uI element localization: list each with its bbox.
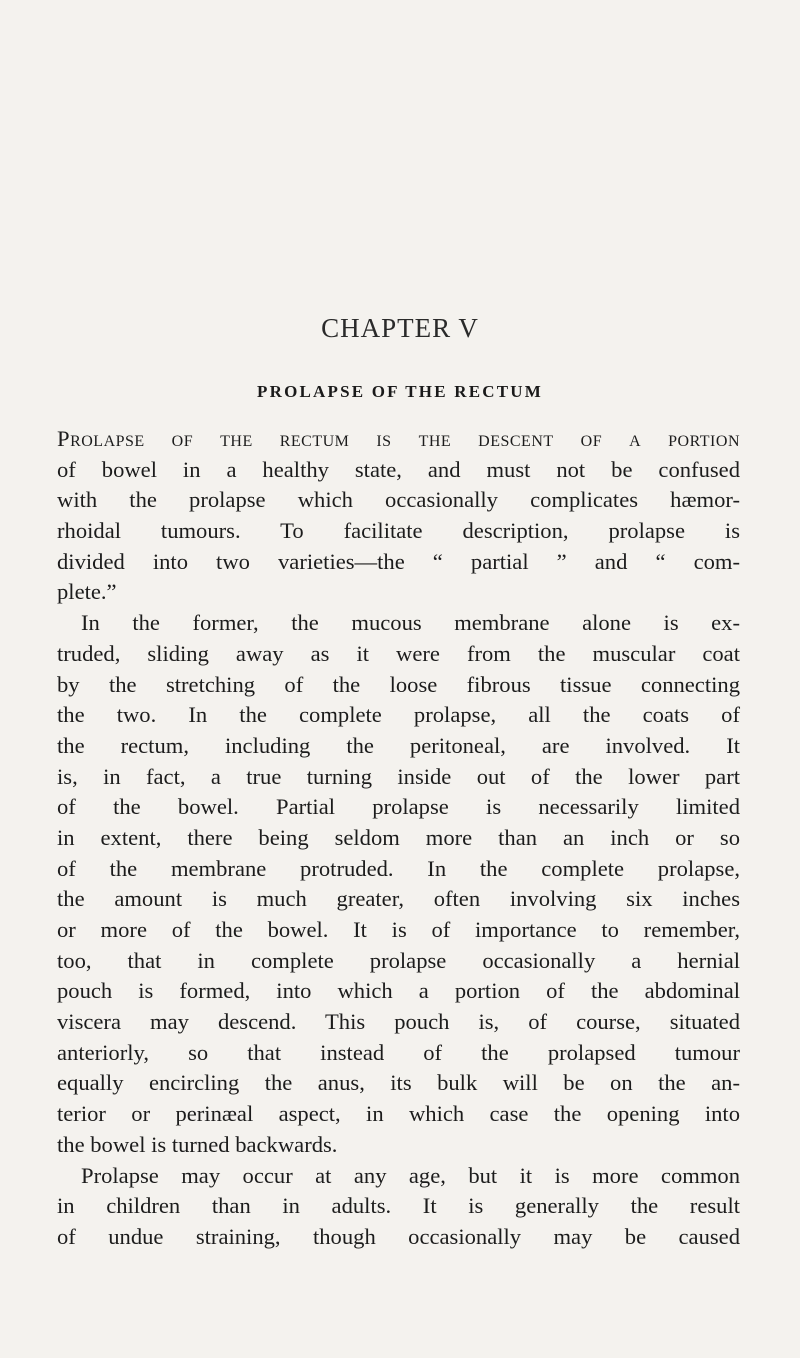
- text-line: In the former, the mucous membrane alone is ex-: [81, 610, 740, 636]
- text-line: the rectum, including the peritoneal, are involved. It: [57, 732, 740, 758]
- text-line: truded, sliding away as it were from the muscular coat: [57, 640, 740, 666]
- text-line: by the stretching of the loose fibrous tissue connecting: [57, 671, 740, 697]
- text-line: in extent, there being seldom more than an inch or so: [57, 824, 740, 850]
- chapter-heading: CHAPTER V: [321, 313, 479, 343]
- text-line: in children than in adults. It is generally the result: [57, 1193, 740, 1219]
- text-line: Prolapse of the rectum is the descent of a portion: [57, 426, 740, 451]
- text-line: is, in fact, a true turning inside out of the lower part: [57, 763, 740, 789]
- text-line: equally encircling the anus, its bulk will be on the an-: [57, 1070, 740, 1096]
- body-text: [57, 424, 740, 1253]
- text-line: or more of the bowel. It is of importance to remember,: [57, 917, 740, 942]
- text-line: Prolapse may occur at any age, but it is more common: [81, 1162, 740, 1188]
- text-line: rhoidal tumours. To facilitate description, prolapse is: [57, 518, 740, 544]
- text-line: with the prolapse which occasionally complicates hæmor-: [57, 487, 740, 513]
- text-line: the bowel is turned backwards.: [57, 1131, 338, 1157]
- text-line: too, that in complete prolapse occasionally a hernial: [57, 947, 740, 973]
- text-line: divided into two varieties—the “ partial ” and “ com-: [57, 548, 740, 574]
- text-line: the two. In the complete prolapse, all the coats of: [57, 702, 740, 728]
- text-line: of bowel in a healthy state, and must not be confused: [57, 456, 740, 482]
- section-title: PROLAPSE OF THE RECTUM: [257, 382, 543, 401]
- text-line: of the bowel. Partial prolapse is necessarily limited: [57, 794, 740, 820]
- text-line: the amount is much greater, often involving six inches: [57, 886, 740, 912]
- text-line: anteriorly, so that instead of the prolapsed tumour: [57, 1039, 740, 1065]
- text-line: of the membrane protruded. In the complete prolapse,: [57, 855, 740, 881]
- text-line: pouch is formed, into which a portion of the abdominal: [57, 978, 740, 1004]
- text-line: viscera may descend. This pouch is, of course, situated: [57, 1009, 740, 1035]
- text-line: terior or perinæal aspect, in which case the opening into: [57, 1101, 740, 1127]
- text-line: plete.”: [57, 579, 117, 605]
- text-line: of undue straining, though occasionally may be caused: [57, 1223, 740, 1249]
